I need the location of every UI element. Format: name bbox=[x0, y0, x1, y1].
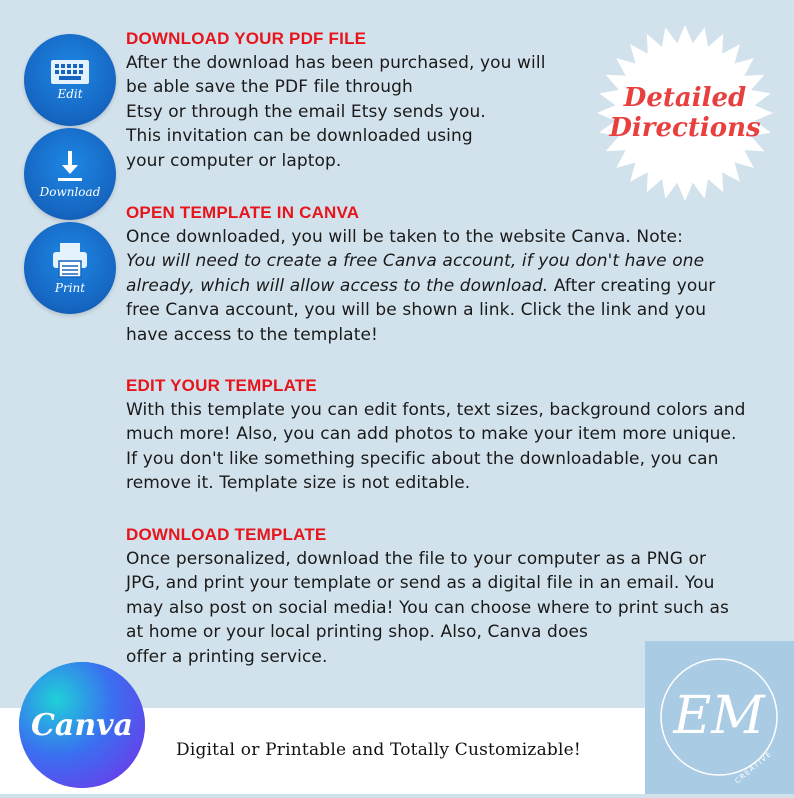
body-text: After creating your bbox=[548, 275, 716, 296]
print-badge bbox=[24, 222, 116, 314]
body-line: have access to the template! bbox=[126, 324, 378, 345]
body-line: If you don't like something specific about the downloadable, you can bbox=[126, 448, 719, 469]
section-title: EDIT YOUR TEMPLATE bbox=[126, 376, 317, 395]
badge-line-2: Directions bbox=[609, 113, 761, 143]
edit-badge bbox=[24, 34, 116, 126]
download-icon-label: Download bbox=[39, 185, 101, 199]
edit-icon-label: Edit bbox=[57, 87, 83, 101]
body-line: be able save the PDF file through bbox=[126, 77, 413, 98]
badge-text bbox=[596, 24, 774, 202]
section-body bbox=[126, 225, 715, 347]
section-open-template bbox=[126, 201, 715, 347]
printer-icon bbox=[50, 241, 90, 279]
body-line: Once personalized, download the file to your computer as a PNG or bbox=[126, 549, 707, 569]
canva-logo-text: Canva bbox=[19, 662, 145, 788]
section-title: OPEN TEMPLATE IN CANVA bbox=[126, 203, 360, 222]
body-line: remove it. Template size is not editable. bbox=[126, 473, 471, 494]
section-title: DOWNLOAD TEMPLATE bbox=[126, 525, 327, 544]
body-line: your computer or laptop. bbox=[126, 150, 342, 171]
canva-logo bbox=[19, 662, 145, 788]
section-title: DOWNLOAD YOUR PDF FILE bbox=[126, 29, 367, 48]
keyboard-icon bbox=[50, 59, 90, 85]
em-monogram-icon bbox=[645, 641, 794, 794]
footer-tagline: Digital or Printable and Totally Customizable! bbox=[176, 740, 581, 760]
body-line: After the download has been purchased, you will bbox=[126, 53, 546, 73]
body-line: may also post on social media! You can choose where to print such as bbox=[126, 597, 729, 618]
download-badge bbox=[24, 128, 116, 220]
body-line: JPG, and print your template or send as a digital file in an email. You bbox=[126, 573, 715, 594]
em-creative-logo bbox=[645, 641, 794, 794]
section-body bbox=[126, 51, 546, 173]
body-line: With this template you can edit fonts, text sizes, background colors and bbox=[126, 400, 746, 420]
body-line: This invitation can be downloaded using bbox=[126, 126, 473, 147]
brand-initials: EM bbox=[673, 686, 765, 746]
download-icon bbox=[53, 149, 87, 183]
body-line: much more! Also, you can add photos to make your item more unique. bbox=[126, 424, 737, 445]
section-body bbox=[126, 398, 746, 496]
body-line: You will need to create a free Canva account, if you don't have one bbox=[126, 251, 705, 272]
brand-word: CREATIVE bbox=[733, 749, 774, 786]
body-line: Once downloaded, you will be taken to the website Canva. Note: bbox=[126, 227, 683, 247]
body-line: offer a printing service. bbox=[126, 646, 328, 667]
section-edit-template bbox=[126, 374, 746, 496]
print-icon-label: Print bbox=[54, 281, 86, 295]
body-line: free Canva account, you will be shown a link. Click the link and you bbox=[126, 300, 707, 321]
body-line: at home or your local printing shop. Also, Canva does bbox=[126, 622, 588, 643]
body-line bbox=[126, 274, 715, 298]
body-line: Etsy or through the email Etsy sends you. bbox=[126, 101, 486, 122]
badge-line-1: Detailed bbox=[623, 83, 747, 113]
section-body bbox=[126, 547, 729, 669]
body-italic: already, which will allow access to the download. bbox=[126, 275, 549, 296]
section-download-template bbox=[126, 523, 729, 669]
section-download-pdf bbox=[126, 27, 546, 173]
